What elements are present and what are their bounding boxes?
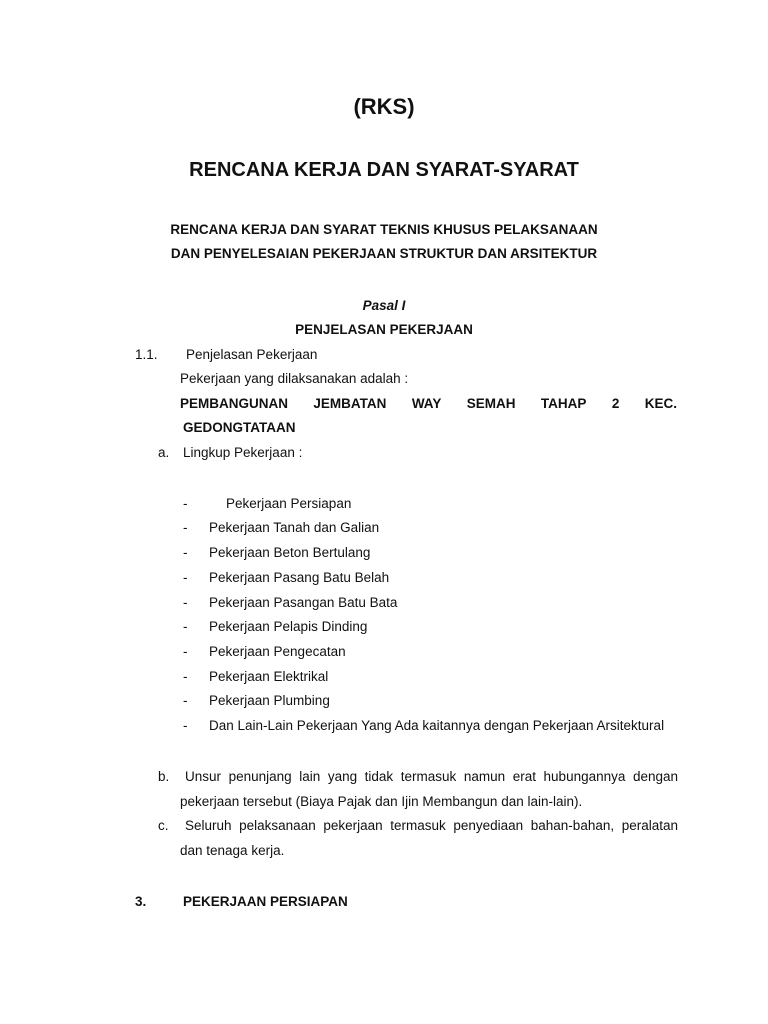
list-item: Pekerjaan Pasang Batu Belah — [209, 570, 390, 585]
document-code: (RKS) — [353, 94, 415, 119]
section-heading: Penjelasan Pekerjaan — [186, 347, 318, 362]
document-title: RENCANA KERJA DAN SYARAT-SYARAT — [189, 159, 579, 181]
list-bullet: - — [183, 644, 188, 659]
list-item: Pekerjaan Elektrikal — [209, 669, 329, 684]
list-item: Pekerjaan Plumbing — [209, 693, 330, 708]
list-item: Pekerjaan Persiapan — [226, 496, 352, 511]
project-word: KEC. — [644, 396, 677, 411]
document-subtitle-line2: DAN PENYELESAIAN PEKERJAAN STRUKTUR DAN ARSITEKTUR — [170, 246, 598, 261]
item-c-letter: c. — [158, 818, 169, 833]
project-word: JEMBATAN — [313, 396, 387, 411]
item-c-text: Seluruh pelaksanaan pekerjaan termasuk penyediaan bahan-bahan, peralatan dan tenaga kerja. — [180, 818, 678, 858]
list-item: Dan Lain-Lain Pekerjaan Yang Ada kaitannya dengan Pekerjaan Arsitektural — [209, 718, 665, 733]
project-word: TAHAP — [540, 396, 587, 411]
item-b-letter: b. — [158, 769, 170, 784]
section-3-number: 3. — [135, 894, 147, 909]
list-bullet: - — [183, 520, 188, 535]
project-name-line1 — [180, 396, 677, 411]
section-number: 1.1. — [135, 347, 158, 362]
list-bullet: - — [183, 693, 188, 708]
item-b-text: Unsur penunjang lain yang tidak termasuk namun erat hubungannya dengan pekerjaan tersebut (Biaya Pajak dan Ijin Membangun dan lain-lain). — [180, 769, 678, 809]
item-a-letter: a. — [158, 445, 170, 460]
list-bullet: - — [183, 669, 188, 684]
item-a-label: Lingkup Pekerjaan : — [183, 445, 303, 460]
list-bullet: - — [183, 595, 188, 610]
section-intro: Pekerjaan yang dilaksanakan adalah : — [180, 371, 409, 386]
list-item: Pekerjaan Pelapis Dinding — [209, 619, 368, 634]
project-word: 2 — [611, 396, 620, 411]
list-item: Pekerjaan Tanah dan Galian — [209, 520, 380, 535]
list-bullet: - — [183, 718, 188, 733]
list-bullet: - — [183, 496, 188, 511]
list-item: Pekerjaan Pasangan Batu Bata — [209, 595, 398, 610]
project-word: WAY — [411, 396, 442, 411]
list-item: Pekerjaan Pengecatan — [209, 644, 346, 659]
pasal-title: PENJELASAN PEKERJAAN — [295, 322, 473, 337]
list-bullet: - — [183, 570, 188, 585]
section-3-heading: PEKERJAAN PERSIAPAN — [183, 894, 348, 909]
document-subtitle-line1: RENCANA KERJA DAN SYARAT TEKNIS KHUSUS PELAKSANAAN — [170, 222, 598, 237]
project-word: SEMAH — [466, 396, 516, 411]
list-item: Pekerjaan Beton Bertulang — [209, 545, 371, 560]
list-bullet: - — [183, 619, 188, 634]
list-bullet: - — [183, 545, 188, 560]
project-name-line2: GEDONGTATAAN — [183, 420, 296, 435]
pasal-label: Pasal I — [362, 298, 406, 313]
project-word: PEMBANGUNAN — [180, 396, 288, 411]
